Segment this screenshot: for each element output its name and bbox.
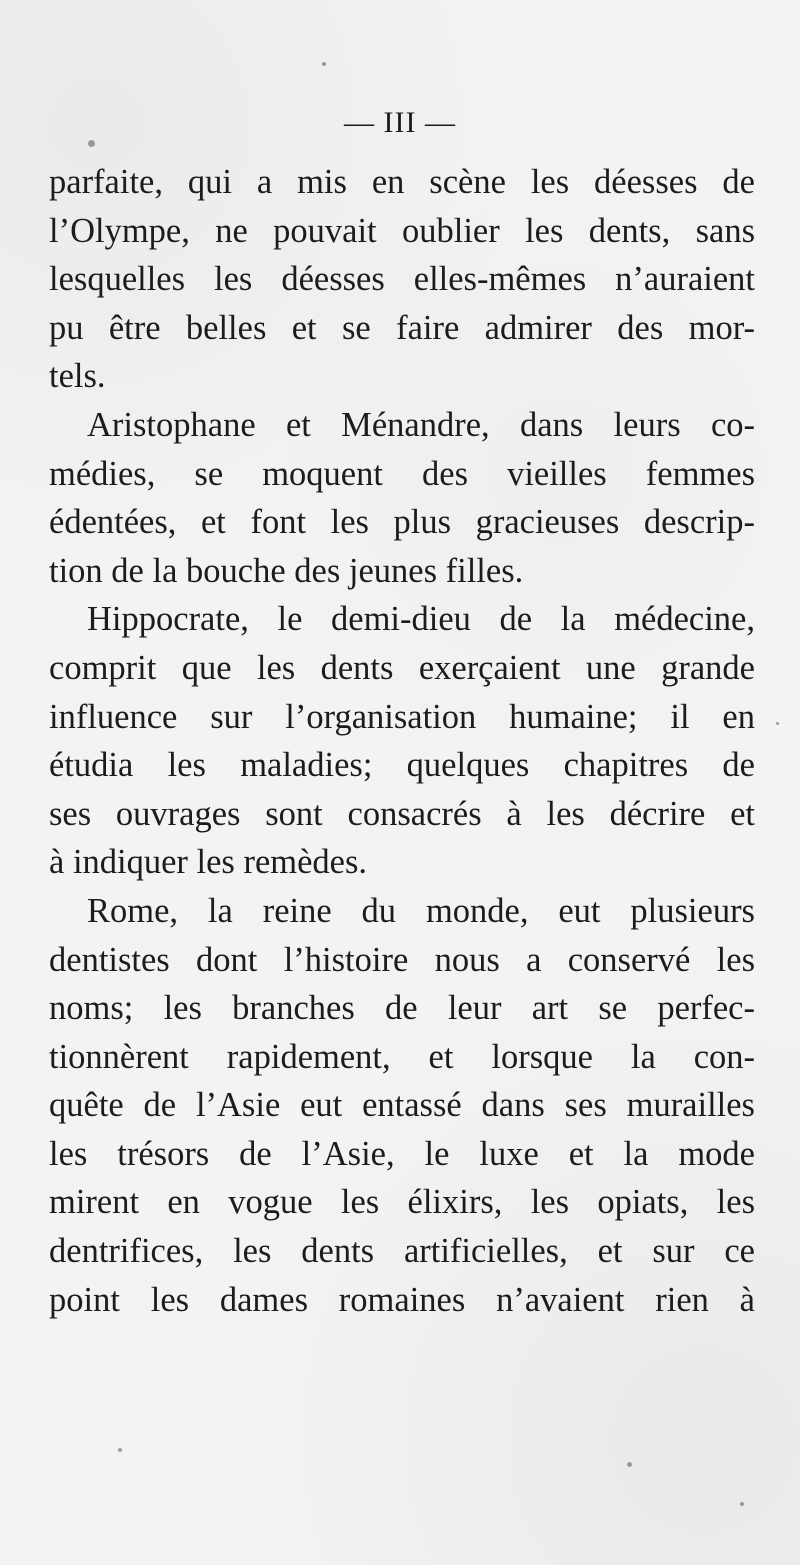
text-line: à indiquer les remèdes.: [49, 843, 368, 882]
body-text: [49, 158, 755, 1324]
text-line: tion de la bouche des jeunes filles.: [49, 551, 524, 590]
text-line: pu être belles et se faire admirer des mor-: [49, 308, 755, 347]
text-line: parfaite, qui a mis en scène les déesses de: [49, 163, 755, 201]
text-line: influence sur l’organisation humaine; il en: [49, 697, 755, 736]
text-line: lesquelles les déesses elles-mêmes n’auraient: [49, 260, 755, 299]
text-line: médies, se moquent des vieilles femmes: [49, 454, 755, 493]
text-line: étudia les maladies; quelques chapitres de: [49, 746, 755, 785]
running-head: — III —: [344, 106, 456, 139]
text-line: ses ouvrages sont consacrés à les décrire et: [49, 794, 755, 833]
text-line: tels.: [49, 357, 106, 396]
text-line: comprit que les dents exerçaient une grande: [49, 648, 755, 687]
text-line: l’Olympe, ne pouvait oublier les dents, sans: [49, 211, 755, 250]
text-line: Aristophane et Ménandre, dans leurs co-: [87, 405, 755, 444]
text-line: quête de l’Asie eut entassé dans ses murailles: [49, 1086, 755, 1125]
text-line: Rome, la reine du monde, eut plusieurs: [87, 891, 755, 930]
paper-speck: [627, 1462, 632, 1467]
text-line: les trésors de l’Asie, le luxe et la mode: [49, 1134, 755, 1173]
text-line: édentées, et font les plus gracieuses descrip-: [49, 503, 755, 542]
text-line: dentrifices, les dents artificielles, et sur ce: [49, 1232, 755, 1271]
paper-speck: [740, 1502, 744, 1506]
text-line: dentistes dont l’histoire nous a conservé les: [49, 940, 755, 979]
text-line: tionnèrent rapidement, et lorsque la con-: [49, 1037, 755, 1076]
text-line: noms; les branches de leur art se perfec-: [49, 989, 755, 1028]
text-line: mirent en vogue les élixirs, les opiats, les: [49, 1183, 755, 1222]
paper-speck: [776, 722, 779, 725]
paper-speck: [88, 140, 95, 147]
text-line: point les dames romaines n’avaient rien à: [49, 1280, 755, 1319]
text-line: Hippocrate, le demi-dieu de la médecine,: [87, 600, 755, 639]
paper-speck: [118, 1448, 122, 1452]
paper-speck: [322, 62, 326, 66]
